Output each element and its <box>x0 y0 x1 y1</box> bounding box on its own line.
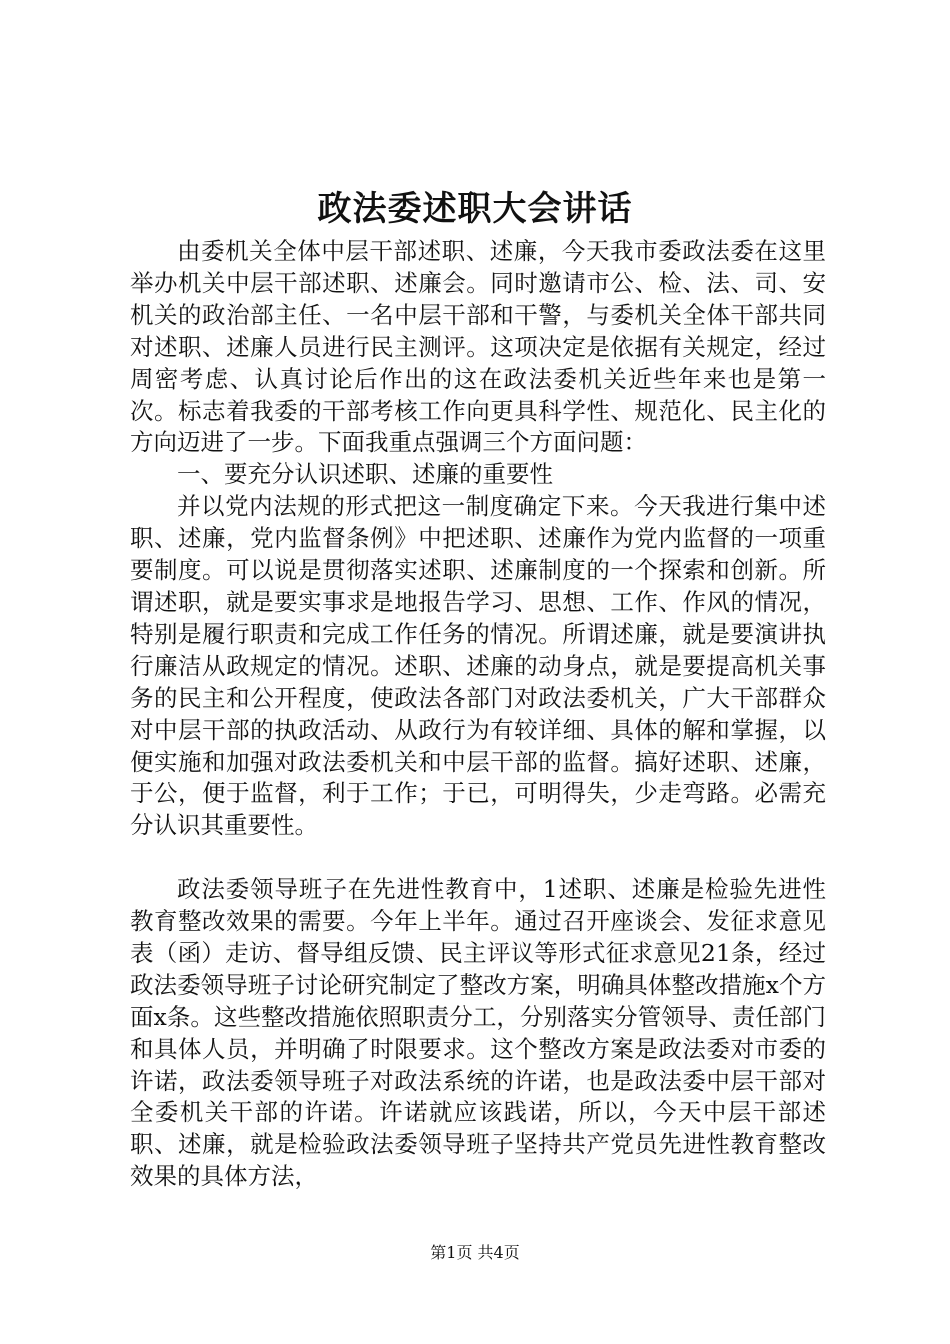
document-body <box>130 236 826 1193</box>
paragraph-intro: 由委机关全体中层干部述职、述廉，今天我市委政法委在这里举办机关中层干部述职、述廉会。同时邀请市公、检、法、司、安机关的政治部主任、一名中层干部和干警，与委机关全体干部共同对述职、述廉人员进行民主测评。这项决定是依据有关规定，经过周密考虑、认真讨论后作出的这在政法委机关近些年来也是第一次。标志着我委的干部考核工作向更具科学性、规范化、民主化的方向迈进了一步。下面我重点强调三个方面问题： <box>130 237 826 457</box>
paragraph-rectification: 政法委领导班子在先进性教育中，1述职、述廉是检验先进性教育整改效果的需要。今年上半年。通过召开座谈会、发征求意见表（函）走访、督导组反馈、民主评议等形式征求意见21条，经过政法委领导班子讨论研究制定了整改方案，明确具体整改措施x个方面x条。这些整改措施依照职责分工，分别落实分管领导、责任部门和具体人员，并明确了时限要求。这个整改方案是政法委对市委的许诺，政法委领导班子对政法系统的许诺，也是政法委中层干部对全委机关干部的许诺。许诺就应该践诺，所以，今天中层干部述职、述廉，就是检验政法委领导班子坚持共产党员先进性教育整改效果的具体方法， <box>130 875 826 1191</box>
section-heading-1: 一、要充分认识述职、述廉的重要性 <box>177 460 553 489</box>
paragraph-importance: 并以党内法规的形式把这一制度确定下来。今天我进行集中述职、述廉，党内监督条例》中把述职、述廉作为党内监督的一项重要制度。可以说是贯彻落实述职、述廉制度的一个探索和创新。所谓述职，就是要实事求是地报告学习、思想、工作、作风的情况，特别是履行职责和完成工作任务的情况。所谓述廉，就是要演讲执行廉洁从政规定的情况。述职、述廉的动身点，就是要提高机关事务的民主和公开程度，使政法各部门对政法委机关，广大干部群众对中层干部的执政活动、从政行为有较详细、具体的解和掌握，以便实施和加强对政法委机关和中层干部的监督。搞好述职、述廉，于公，便于监督，利于工作；于已，可明得失，少走弯路。必需充分认识其重要性。 <box>130 492 826 840</box>
document-title: 政法委述职大会讲话 <box>317 189 633 229</box>
page-number-footer: 第1页 共4页 <box>430 1243 520 1262</box>
